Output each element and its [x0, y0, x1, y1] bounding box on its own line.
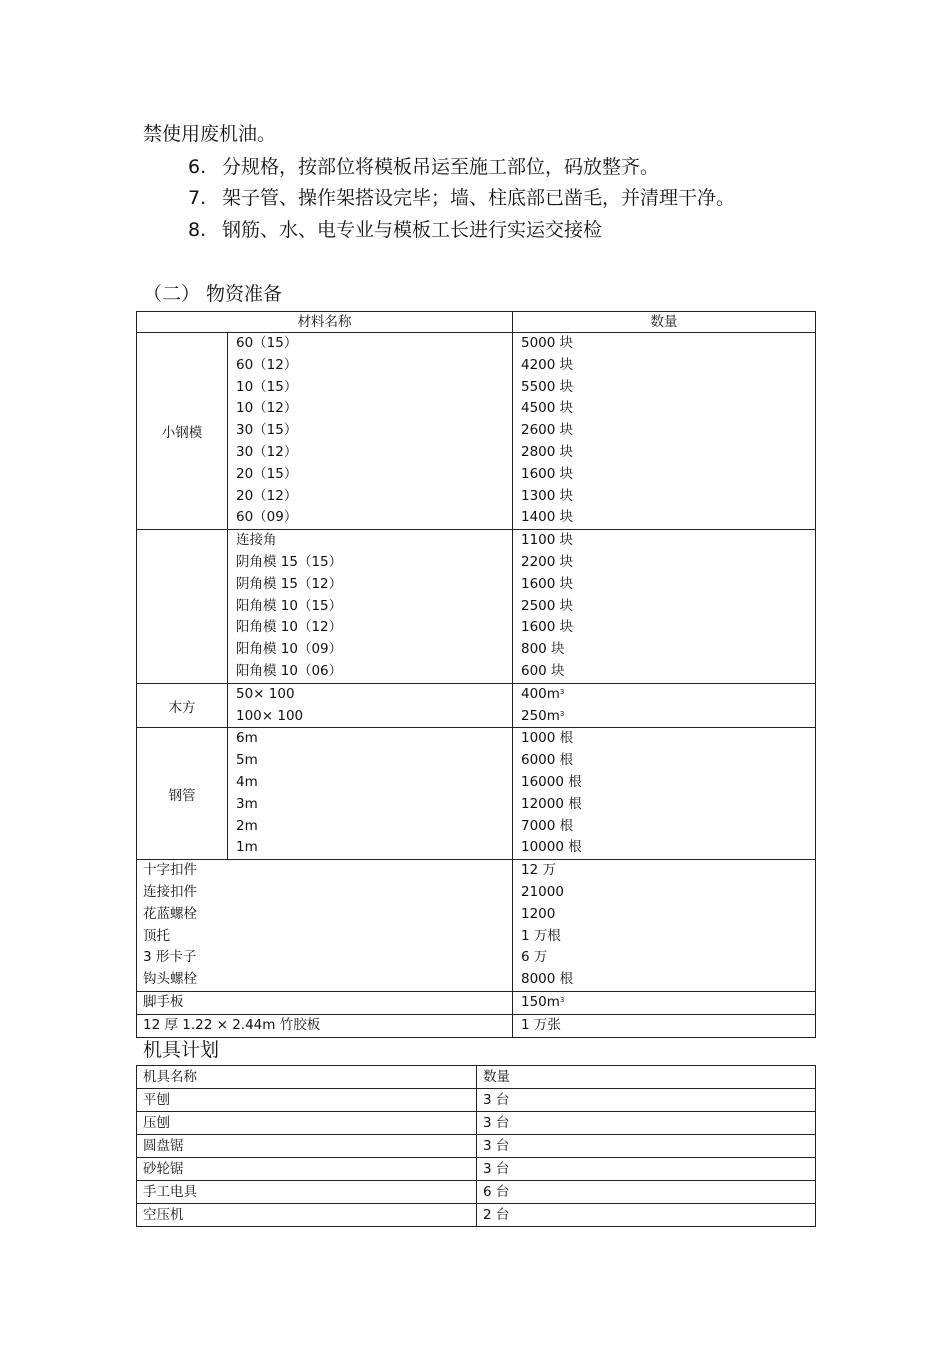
item-name: 5m [236, 752, 258, 769]
qty-list [513, 683, 816, 728]
item-qty [521, 684, 815, 706]
qty-value: 250m [521, 707, 560, 724]
qty-list [513, 860, 816, 992]
item-qty: 8000 根 [521, 971, 574, 988]
machine-name: 圆盘锯 [137, 1135, 477, 1158]
table-row [137, 1181, 816, 1204]
item-qty: 7000 根 [521, 817, 574, 834]
list-item-number: 7. [188, 187, 207, 209]
item-name: 60（12） [236, 356, 298, 373]
item-name: 30（12） [236, 443, 298, 460]
item-qty: 2200 块 [521, 553, 574, 570]
item-name: 2m [236, 817, 258, 834]
item-name: 阴角模 15（12） [236, 575, 343, 592]
item-qty: 600 块 [521, 662, 565, 679]
machinery-heading: 机具计划 [143, 1039, 220, 1061]
table-row [137, 860, 816, 992]
item-qty: 6 万 [521, 949, 548, 966]
item-name: 阳角模 10（09） [236, 641, 343, 658]
column-header-qty: 数量 [513, 312, 816, 333]
item-name: 十字扣件 [143, 862, 197, 879]
item-qty: 1600 块 [521, 575, 574, 592]
item-name: 100× 100 [236, 707, 304, 724]
item-qty: 2600 块 [521, 422, 574, 439]
machine-qty: 6 台 [477, 1181, 816, 1204]
item-qty: 5500 块 [521, 378, 574, 395]
item-qty: 1300 块 [521, 487, 574, 504]
item-name: 20（15） [236, 465, 298, 482]
column-header-name: 机具名称 [137, 1066, 477, 1089]
item-qty: 1600 块 [521, 465, 574, 482]
column-header-qty: 数量 [477, 1066, 816, 1089]
item-qty: 2500 块 [521, 597, 574, 614]
list-item-text: 架子管、操作架搭设完毕；墙、柱底部已凿毛，并清理干净。 [222, 187, 736, 209]
item-qty: 6000 根 [521, 752, 574, 769]
list-item-number: 6. [188, 156, 207, 178]
table-row [137, 1135, 816, 1158]
item-name: 10（12） [236, 400, 298, 417]
qty-value: 400m [521, 685, 560, 702]
item-name: 脚手板 [143, 993, 184, 1010]
item-name: 阳角模 10（15） [236, 597, 343, 614]
item-name: 阳角模 10（06） [236, 662, 343, 679]
item-qty: 1 万根 [521, 927, 561, 944]
item-qty: 12 万 [521, 862, 556, 879]
item-qty: 1400 块 [521, 509, 574, 526]
item-qty: 12000 根 [521, 795, 582, 812]
qty-list [513, 333, 816, 530]
item-qty: 1600 块 [521, 619, 574, 636]
item-name: 顶托 [143, 927, 170, 944]
unit-superscript: 3 [559, 995, 565, 1004]
materials-heading: （二） 物资准备 [143, 283, 283, 305]
table-row [137, 991, 816, 1014]
item-name: 10（15） [236, 378, 298, 395]
item-name: 3m [236, 795, 258, 812]
group-label: 钢管 [137, 728, 228, 860]
item-name: 花蓝螺栓 [143, 905, 197, 922]
item-list [228, 333, 513, 530]
materials-table [136, 311, 816, 1038]
machine-qty: 3 台 [477, 1158, 816, 1181]
list-item-text: 钢筋、水、电专业与模板工长进行实运交接检 [222, 219, 603, 241]
table-row [137, 1204, 816, 1227]
item-list [137, 1014, 513, 1037]
machinery-table [136, 1065, 816, 1227]
item-list [228, 683, 513, 728]
item-qty: 1100 块 [521, 532, 574, 549]
item-name: 钩头螺栓 [143, 971, 197, 988]
item-list [137, 991, 513, 1014]
item-name: 连接扣件 [143, 883, 197, 900]
item-qty [521, 992, 815, 1014]
item-name: 1m [236, 839, 258, 856]
column-header-name: 材料名称 [137, 312, 513, 333]
unit-superscript: 3 [559, 687, 565, 696]
qty-list [513, 530, 816, 684]
machine-qty: 3 台 [477, 1135, 816, 1158]
machine-qty: 3 台 [477, 1112, 816, 1135]
item-qty: 4200 块 [521, 356, 574, 373]
item-qty [521, 706, 815, 728]
machine-qty: 3 台 [477, 1089, 816, 1112]
paragraph-continuation: 禁使用废机油。 [143, 123, 277, 145]
item-name: 30（15） [236, 422, 298, 439]
list-item [188, 187, 735, 209]
list-item [188, 156, 659, 178]
table-row [137, 728, 816, 860]
machine-name: 空压机 [137, 1204, 477, 1227]
item-list [228, 530, 513, 684]
table-row [137, 530, 816, 684]
item-list [137, 860, 513, 992]
item-qty: 1 万张 [521, 1016, 561, 1033]
item-qty: 10000 根 [521, 839, 582, 856]
table-row [137, 1112, 816, 1135]
item-name: 阴角模 15（15） [236, 553, 343, 570]
item-name: 60（09） [236, 509, 298, 526]
group-label: 木方 [137, 683, 228, 728]
qty-list [513, 728, 816, 860]
item-qty: 5000 块 [521, 335, 574, 351]
table-row [137, 1089, 816, 1112]
table-header-row [137, 312, 816, 333]
qty-value: 150m [521, 993, 560, 1010]
item-qty: 800 块 [521, 641, 565, 658]
item-name: 阳角模 10（12） [236, 619, 343, 636]
item-name: 3 形卡子 [143, 949, 197, 966]
item-qty: 1000 根 [521, 730, 574, 747]
item-qty: 4500 块 [521, 400, 574, 417]
machine-qty: 2 台 [477, 1204, 816, 1227]
unit-superscript: 3 [559, 709, 565, 718]
qty-list [513, 1014, 816, 1037]
item-name: 12 厚 1.22 × 2.44m 竹胶板 [143, 1016, 321, 1033]
table-row [137, 1014, 816, 1037]
item-name: 20（12） [236, 487, 298, 504]
table-header-row [137, 1066, 816, 1089]
item-name: 60（15） [236, 335, 298, 351]
item-qty: 16000 根 [521, 773, 582, 790]
table-row [137, 1158, 816, 1181]
item-name: 连接角 [236, 532, 277, 549]
item-name: 6m [236, 730, 258, 747]
table-row [137, 333, 816, 530]
table-row [137, 683, 816, 728]
item-qty: 1200 [521, 905, 556, 922]
group-label: 小钢模 [137, 333, 228, 530]
item-name: 50× 100 [236, 685, 295, 702]
list-item-text: 分规格，按部位将模板吊运至施工部位，码放整齐。 [222, 156, 660, 178]
qty-list [513, 991, 816, 1014]
machine-name: 手工电具 [137, 1181, 477, 1204]
list-item [188, 219, 602, 241]
list-item-number: 8. [188, 219, 207, 241]
item-name: 4m [236, 773, 258, 790]
item-list [228, 728, 513, 860]
machine-name: 压刨 [137, 1112, 477, 1135]
item-qty: 21000 [521, 883, 564, 900]
item-qty: 2800 块 [521, 443, 574, 460]
machine-name: 砂轮锯 [137, 1158, 477, 1181]
machine-name: 平刨 [137, 1089, 477, 1112]
group-label [137, 530, 228, 684]
